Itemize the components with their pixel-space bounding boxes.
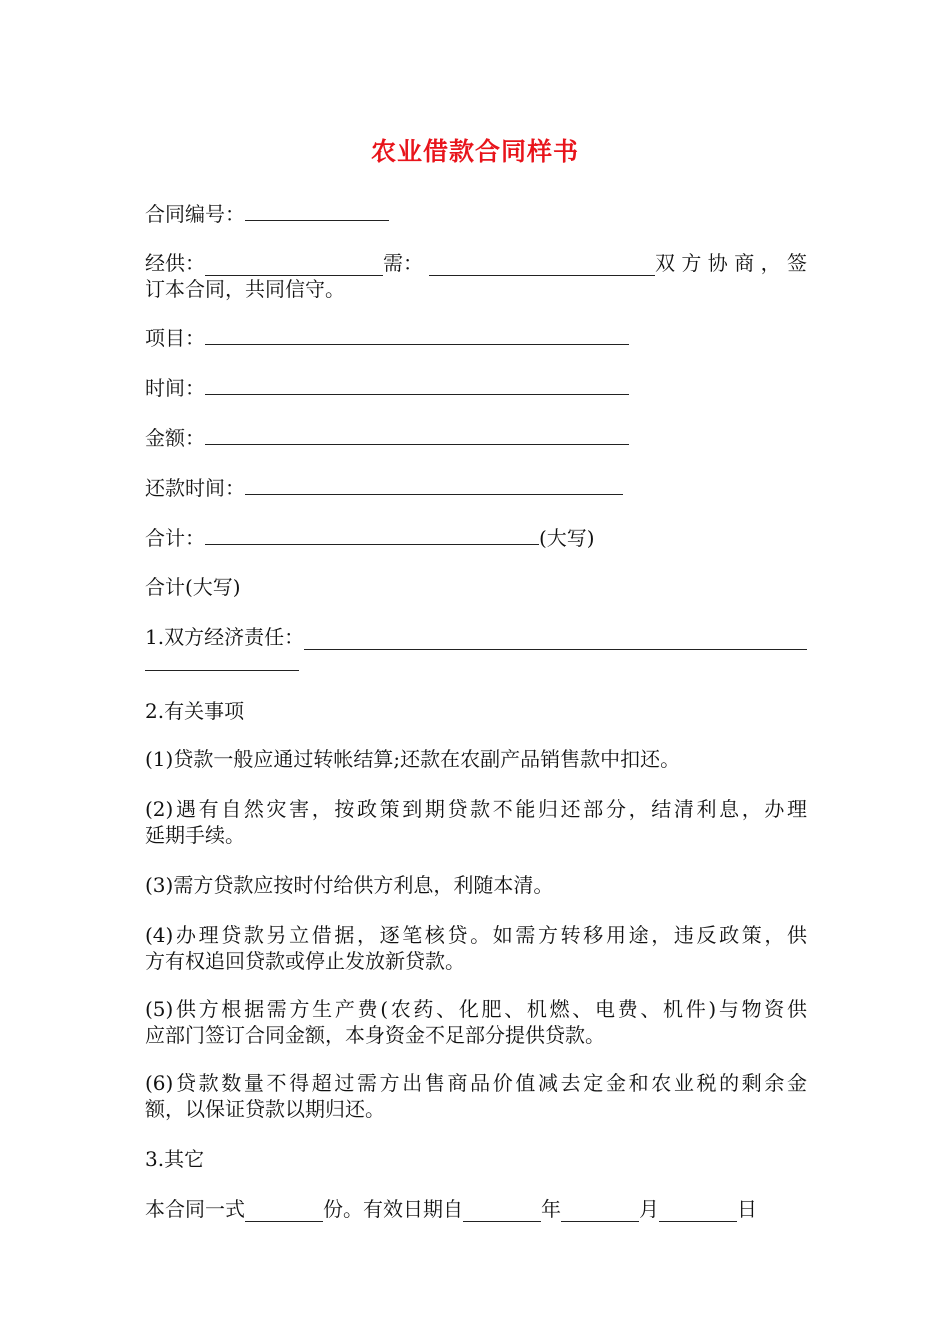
month-blank[interactable] xyxy=(561,1201,639,1222)
total-line xyxy=(145,524,595,551)
item-5 xyxy=(145,996,807,1048)
document-title: 农业借款合同样书 xyxy=(370,137,579,166)
supplier-blank[interactable] xyxy=(205,255,383,276)
time-line xyxy=(145,374,629,401)
project-label: 项目： xyxy=(145,326,205,350)
section-1-label: 1.双方经济责任： xyxy=(145,625,305,649)
repay-time-line xyxy=(145,474,623,501)
month-label: 月 xyxy=(639,1197,659,1221)
project-blank[interactable] xyxy=(205,324,629,345)
section-2-title: 2.有关事项 xyxy=(145,699,245,723)
day-blank[interactable] xyxy=(659,1201,737,1222)
time-label: 时间： xyxy=(145,376,205,400)
demander-label: 需： xyxy=(383,251,423,275)
item-3: (3)需方贷款应按时付给供方利息，利随本清。 xyxy=(145,873,554,897)
section-1-blank-continued[interactable] xyxy=(145,650,299,671)
demander-blank[interactable] xyxy=(429,255,655,276)
item-6-line-2: 额，以保证贷款以期归还。 xyxy=(145,1097,385,1121)
item-5-line-1: (5)供方根据需方生产费(农药、化肥、机燃、电费、机件)与物资供 xyxy=(145,997,807,1021)
repay-time-blank[interactable] xyxy=(245,474,623,495)
item-1: (1)贷款一般应通过转帐结算;还款在农副产品销售款中扣还。 xyxy=(145,747,681,771)
item-2 xyxy=(145,796,807,848)
item-2-line-1: (2)遇有自然灾害，按政策到期贷款不能归还部分，结清利息，办理 xyxy=(145,797,807,821)
amount-line xyxy=(145,424,629,451)
item-4 xyxy=(145,922,807,974)
parties-paragraph xyxy=(145,250,807,302)
parties-tail: 双方协商，签 xyxy=(655,251,807,275)
section-1-blank[interactable] xyxy=(304,629,807,650)
closing-copies-text: 份。有效日期自 xyxy=(323,1197,463,1221)
amount-blank[interactable] xyxy=(205,424,629,445)
total-suffix: (大写) xyxy=(539,526,595,550)
total-label: 合计： xyxy=(145,526,205,550)
contract-number-label: 合同编号： xyxy=(145,202,245,226)
day-label: 日 xyxy=(737,1197,757,1221)
item-2-line-2: 延期手续。 xyxy=(145,823,245,847)
parties-line-2: 订本合同，共同信守。 xyxy=(145,277,345,301)
closing-prefix: 本合同一式 xyxy=(145,1197,245,1221)
item-5-line-2: 应部门签订合同金额，本身资金不足部分提供贷款。 xyxy=(145,1023,605,1047)
item-4-line-1: (4)办理贷款另立借据，逐笔核贷。如需方转移用途，违反政策，供 xyxy=(145,923,807,947)
item-6 xyxy=(145,1070,807,1122)
section-3-title: 3.其它 xyxy=(145,1147,205,1171)
supplier-label: 经供： xyxy=(145,251,205,275)
item-6-line-1: (6)贷款数量不得超过需方出售商品价值减去定金和农业税的剩余金 xyxy=(145,1071,807,1095)
closing-line xyxy=(145,1196,807,1222)
item-4-line-2: 方有权追回贷款或停止发放新贷款。 xyxy=(145,949,465,973)
total-blank[interactable] xyxy=(205,524,539,545)
copies-blank[interactable] xyxy=(245,1201,323,1222)
contract-number-blank[interactable] xyxy=(245,200,389,221)
year-label: 年 xyxy=(541,1197,561,1221)
amount-label: 金额： xyxy=(145,426,205,450)
project-line xyxy=(145,324,629,351)
section-1 xyxy=(145,624,807,676)
year-blank[interactable] xyxy=(463,1201,541,1222)
total-caps-line: 合计(大写) xyxy=(145,575,241,599)
time-blank[interactable] xyxy=(205,374,629,395)
contract-number-line xyxy=(145,200,389,227)
repay-time-label: 还款时间： xyxy=(145,476,245,500)
